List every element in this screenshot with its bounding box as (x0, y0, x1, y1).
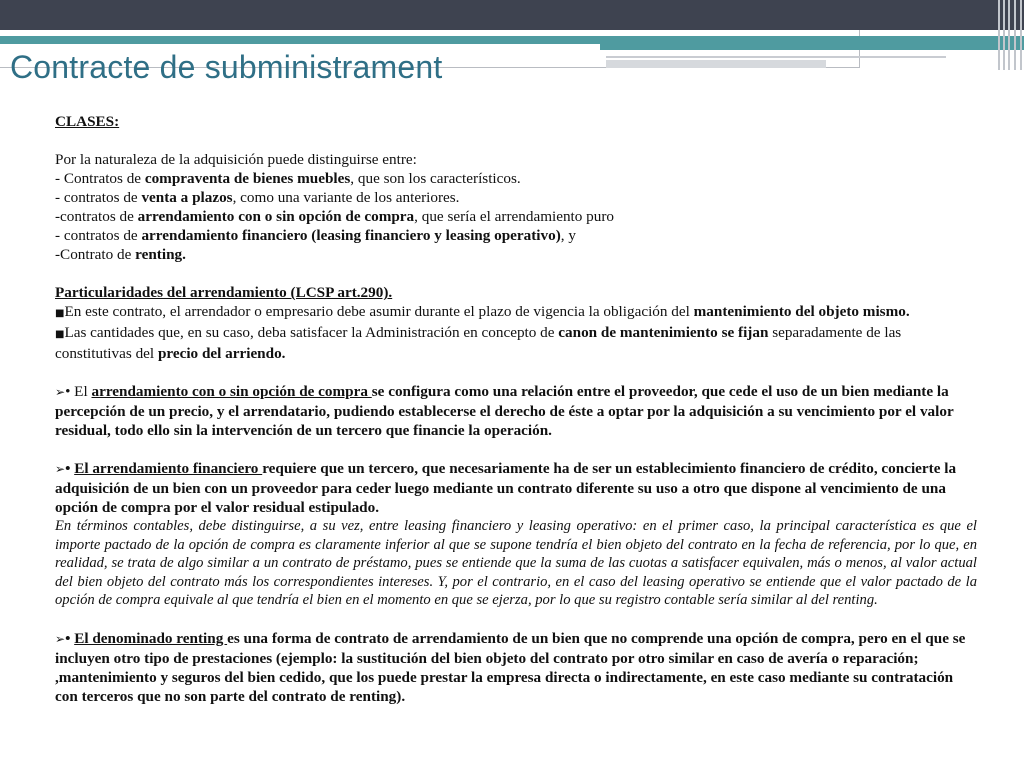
partic-item-1: ■En este contrato, el arrendador o empresario debe asumir durante el plazo de vigencia la obligación del mantenimiento del objeto mismo. (55, 303, 910, 320)
contract-type-item: - Contratos de compraventa de bienes muebles, que son los característicos. (55, 170, 521, 187)
item-arrendamiento: ➢• El arrendamiento con o sin opción de compra se configura como una relación entre el proveedor, que cede el uso de un bien mediante la percepción de un precio, y el arrendatario, pudiendo establecerse el derecho de éste a optar por la adquisición a su vencimiento por el valor residual, todo ello sin la intervención de un tercero que financie la operación. (55, 383, 954, 439)
slide-body (55, 112, 977, 706)
partic-item-2: ■Las cantidades que, en su caso, deba satisfacer la Administración en concepto de canon de mantenimiento se fijan separadamente de las constitutivas del precio del arriendo. (55, 324, 902, 362)
contract-type-item: -contratos de arrendamiento con o sin opción de compra, que sería el arrendamiento puro (55, 208, 615, 225)
contract-type-item: -Contrato de renting. (55, 246, 186, 263)
gray-decor-line (606, 56, 946, 58)
square-bullet-icon: ■ (55, 329, 65, 340)
arrow-bullet-icon: ➢ (55, 462, 66, 476)
item-arrendamiento-financiero: ➢• El arrendamiento financiero requiere que un tercero, que necesariamente ha de ser un establecimiento financiero de crédito, concierte la adquisición de un bien con un proveedor para ceder luego mediante un contrato diferente su uso a otro que dispone al vencimiento de una opción de compra por el valor residual estipulado. (55, 460, 957, 516)
italic-note-leasing: En términos contables, debe distinguirse, a su vez, entre leasing financiero y leasing operativo: en el primer caso, la principal característica es que el importe pactado de la opción de compra es claramente inferior al que se supone tendría el bien objeto del contrato en la fecha de referencia, por lo que, en realidad, se trata de algo similar a un contrato de préstamo, pues se entiende que la suma de las cuotas a satisfacer equivalen, más o menos, al valor actual del bien objeto del contrato más los correspondientes intereses. Y, por el contrario, en el caso del leasing operativo se entiende que el valor pactado de la opción de compra equivale al que tendría el bien en el momento en que se ejerza, por lo que su registro contable sería similar al del renting. (55, 518, 977, 609)
contract-type-item: - contratos de arrendamiento financiero (leasing financiero y leasing operativo), y (55, 227, 576, 244)
teal-decor-band-right (600, 36, 1024, 50)
teal-decor-band-left (0, 36, 600, 44)
square-bullet-icon: ■ (55, 308, 65, 319)
clases-heading: CLASES: (55, 113, 120, 130)
slide-title: Contracte de subministrament (10, 49, 443, 85)
item-renting: ➢• El denominado renting es una forma de contrato de arrendamiento de un bien que no comprende una opción de compra, pero en el que se incluyen otro tipo de prestaciones (ejemplo: la sustitución del bien objeto del contrato por otro similar en caso de avería o reparación; ,mantenimiento y seguros del bien cedido, que los puede prestar la empresa directa o indirectamente, en este caso mediante su contratación con terceros que no son parte del contrato de renting). (55, 629, 966, 705)
intro-text: Por la naturaleza de la adquisición puede distinguirse entre: (55, 151, 417, 168)
arrow-bullet-icon: ➢ (55, 385, 66, 399)
contract-types-list (55, 169, 977, 264)
vertical-stripes-decor (994, 0, 1024, 70)
gray-decor-band (606, 60, 826, 68)
particularidades-heading: Particularidades del arrendamiento (LCSP art.290). (55, 284, 393, 301)
arrow-bullet-icon: ➢ (55, 631, 66, 646)
contract-type-item: - contratos de venta a plazos, como una variante de los anteriores. (55, 189, 460, 206)
top-decor-bar (0, 0, 1024, 30)
